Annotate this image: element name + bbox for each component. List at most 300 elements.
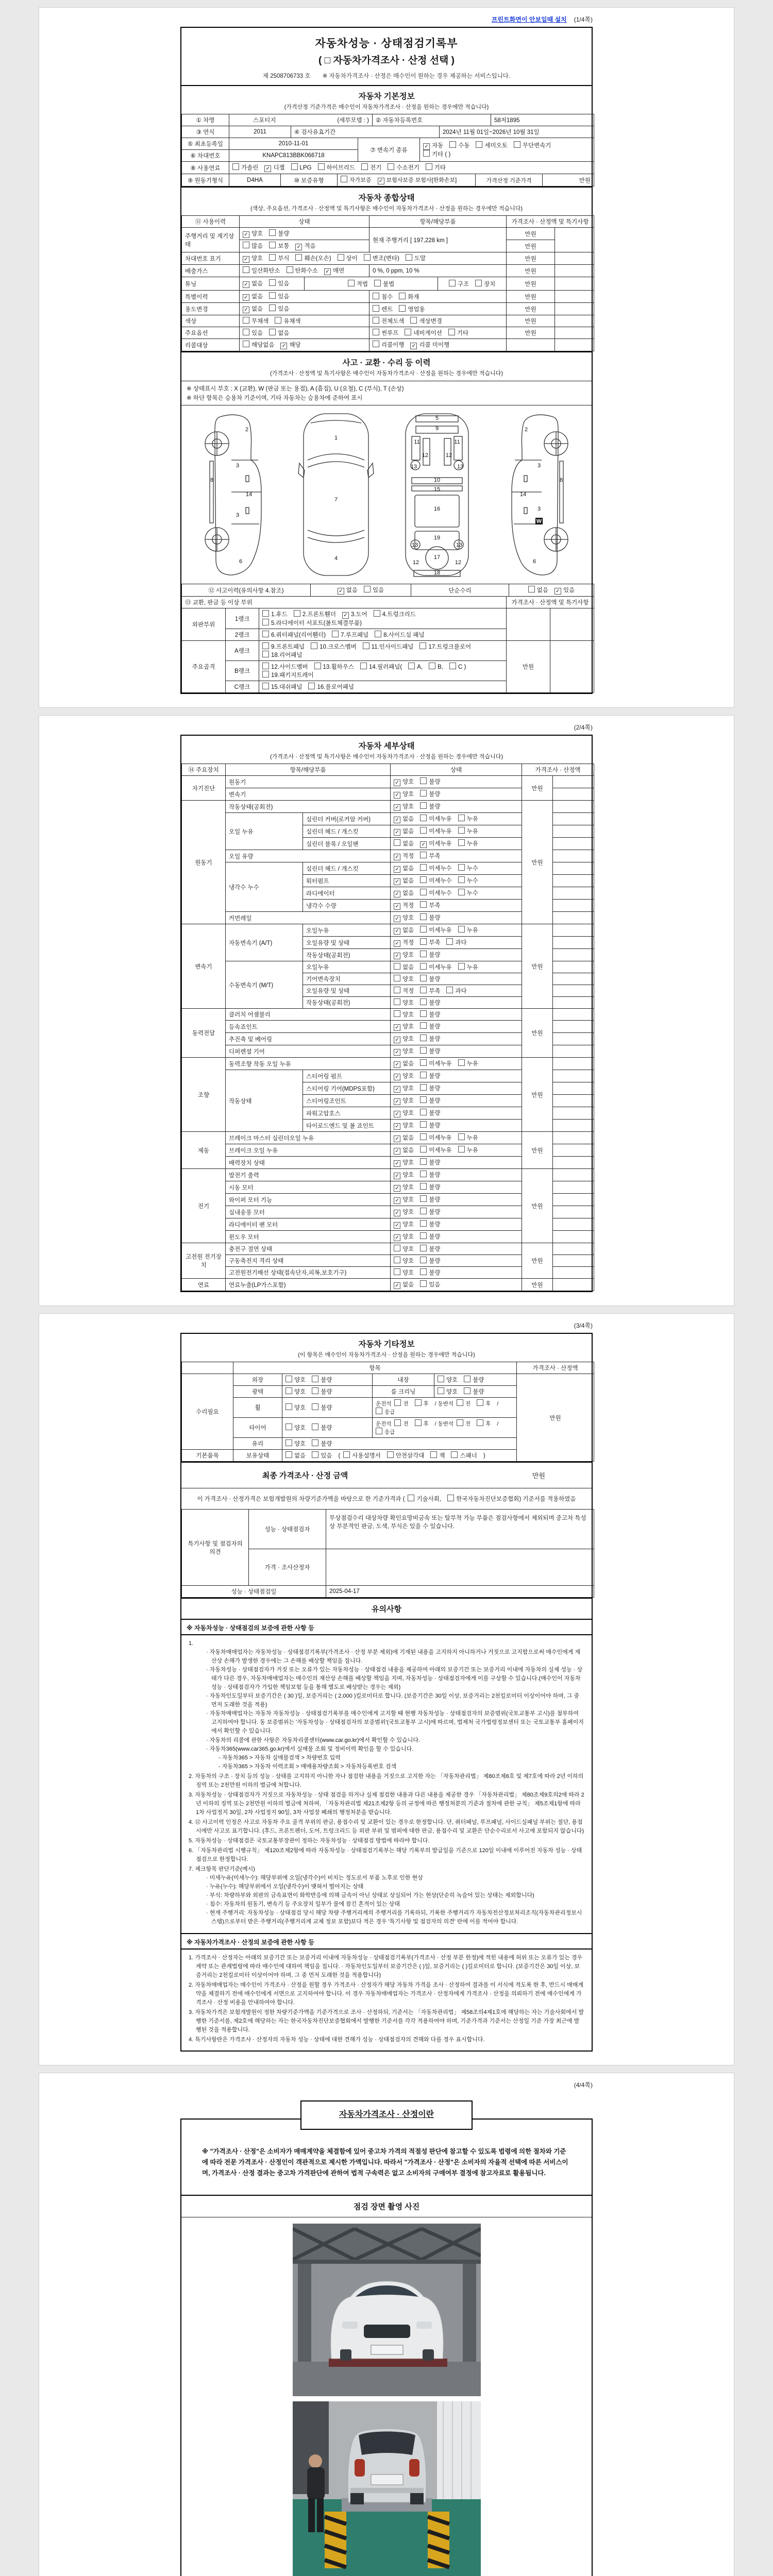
- checkbox-icon[interactable]: [373, 341, 379, 347]
- checkbox-option: [262, 663, 308, 671]
- checkbox-icon[interactable]: [394, 975, 400, 981]
- price-value-cell: [553, 1231, 594, 1243]
- checkbox-icon[interactable]: [420, 913, 427, 920]
- checkbox-icon[interactable]: [449, 663, 456, 669]
- checkbox-icon[interactable]: [420, 1022, 427, 1029]
- checkbox-icon[interactable]: [457, 1399, 463, 1406]
- checkbox-option: [394, 975, 414, 983]
- diagram-part-number: 12: [445, 452, 452, 459]
- checkbox-icon[interactable]: [295, 254, 302, 261]
- checkbox-icon[interactable]: [464, 1387, 470, 1394]
- checkbox-icon[interactable]: [554, 588, 561, 595]
- detail-row: [182, 1009, 594, 1021]
- checkbox-option: [394, 1220, 414, 1229]
- checkbox-icon[interactable]: [394, 891, 400, 897]
- detail-row: [182, 1169, 594, 1181]
- item-label: 스티어링조인트: [303, 1095, 391, 1107]
- checkbox-icon[interactable]: [420, 1133, 427, 1140]
- checkbox-icon[interactable]: [318, 163, 325, 170]
- checkbox-icon[interactable]: [420, 790, 427, 796]
- checkbox-icon[interactable]: [420, 841, 427, 848]
- checkbox-icon[interactable]: [262, 619, 269, 625]
- checkbox-icon[interactable]: [394, 817, 400, 823]
- checkbox-option: [294, 610, 336, 618]
- item-label: 고전원전기배선 상태(접속단자,피복,보호기구): [226, 1267, 391, 1279]
- checkbox-icon[interactable]: [477, 1399, 483, 1406]
- checkbox-icon[interactable]: [420, 802, 427, 809]
- checkbox-icon[interactable]: [338, 254, 344, 261]
- checkbox-icon[interactable]: [243, 341, 249, 347]
- checkbox-label: 기타 ( ): [432, 151, 451, 158]
- checkbox-icon[interactable]: [295, 244, 302, 250]
- notice-line: · 부식: 차량하부와 외판의 금속표면이 화학반응에 의해 금속이 아닌 상태로 상실되어 가는 현상(단순히 녹슬어 있는 상태는 제외합니다): [206, 1892, 534, 1899]
- checkbox-icon[interactable]: [448, 329, 455, 335]
- price-unit-cell: 만원: [507, 641, 550, 693]
- section-title: 자동차 종합상태: [358, 194, 415, 202]
- checkbox-icon[interactable]: [458, 963, 465, 970]
- checkbox-icon[interactable]: [394, 1222, 400, 1229]
- checkbox-label: 불량: [429, 1258, 441, 1264]
- checkbox-option: [394, 1183, 414, 1192]
- checkbox-icon[interactable]: [420, 1208, 427, 1214]
- checkbox-icon[interactable]: [420, 1245, 427, 1251]
- checkbox-icon[interactable]: [420, 1084, 427, 1091]
- checkbox-icon[interactable]: [394, 1173, 400, 1179]
- checkbox-label: A,: [417, 664, 423, 670]
- detail-row: [182, 801, 594, 813]
- checkbox-icon[interactable]: [373, 317, 379, 324]
- checkbox-icon[interactable]: [338, 588, 344, 595]
- checkbox-icon[interactable]: [475, 280, 482, 286]
- checkbox-icon[interactable]: [420, 1121, 427, 1128]
- checkbox-icon[interactable]: [264, 165, 271, 172]
- final-price-unit: 만원: [532, 1472, 545, 1480]
- checkbox-option: [420, 864, 451, 872]
- checkbox-icon[interactable]: [446, 987, 453, 993]
- checkbox-option: [348, 280, 368, 288]
- checkbox-icon[interactable]: [447, 1495, 454, 1501]
- checkbox-icon[interactable]: [408, 1495, 414, 1501]
- checkbox-icon[interactable]: [419, 642, 426, 649]
- status-options: [391, 1058, 522, 1070]
- checkbox-icon[interactable]: [291, 163, 298, 170]
- checkbox-icon[interactable]: [285, 1439, 292, 1446]
- checkbox-icon[interactable]: [415, 1419, 422, 1426]
- checkbox-icon[interactable]: [446, 938, 453, 945]
- checkbox-icon[interactable]: [312, 1387, 318, 1394]
- checkbox-icon[interactable]: [420, 852, 427, 858]
- checkbox-label: 없음: [402, 866, 414, 872]
- checkbox-option: [394, 1035, 414, 1043]
- checkbox-icon[interactable]: [312, 1451, 318, 1458]
- checkbox-icon[interactable]: [285, 1451, 292, 1458]
- checkbox-icon[interactable]: [458, 864, 465, 871]
- item-label: 작동상태(공회전): [226, 801, 391, 813]
- checkbox-icon[interactable]: [287, 266, 293, 273]
- checkbox-icon[interactable]: [458, 827, 465, 834]
- checkbox-icon[interactable]: [420, 926, 427, 933]
- checkbox-icon[interactable]: [394, 1399, 401, 1406]
- checkbox-icon[interactable]: [262, 651, 269, 657]
- checkbox-icon[interactable]: [394, 1136, 400, 1142]
- checkbox-icon[interactable]: [394, 1037, 400, 1043]
- checkbox-icon[interactable]: [332, 631, 339, 637]
- checkbox-icon[interactable]: [394, 804, 400, 811]
- checkbox-option: [458, 876, 478, 885]
- checkbox-icon[interactable]: [243, 317, 249, 324]
- checkbox-icon[interactable]: [451, 1451, 458, 1458]
- checkbox-label: 구조: [457, 281, 469, 287]
- checkbox-icon[interactable]: [394, 1111, 400, 1117]
- checkbox-label: 보통: [278, 243, 290, 249]
- checkbox-icon[interactable]: [262, 610, 269, 617]
- checkbox-icon[interactable]: [408, 663, 415, 669]
- inspection-photo-rear: [293, 2401, 481, 2576]
- checkbox-icon[interactable]: [420, 1109, 427, 1115]
- checkbox-icon[interactable]: [464, 1376, 470, 1382]
- checkbox-icon[interactable]: [394, 1049, 400, 1056]
- checkbox-label: 렌트: [381, 306, 393, 313]
- checkbox-icon[interactable]: [312, 1423, 318, 1430]
- checkbox-icon[interactable]: [438, 1376, 444, 1382]
- checkbox-label: 양호: [294, 1389, 306, 1395]
- checkbox-icon[interactable]: [420, 1047, 427, 1054]
- checkbox-icon[interactable]: [458, 926, 465, 933]
- checkbox-icon[interactable]: [420, 777, 427, 784]
- checkbox-icon[interactable]: [394, 1245, 400, 1251]
- checkbox-icon[interactable]: [343, 1451, 350, 1458]
- checkbox-icon[interactable]: [420, 1220, 427, 1227]
- checkbox-label: 없음: [402, 1061, 414, 1067]
- checkbox-icon[interactable]: [394, 1160, 400, 1167]
- checkbox-icon[interactable]: [394, 1074, 400, 1080]
- checkbox-icon[interactable]: [394, 878, 400, 885]
- device-group-label: 전기: [182, 1169, 226, 1243]
- checkbox-option: [464, 1387, 484, 1396]
- checkbox-icon[interactable]: [420, 815, 427, 821]
- notice-line: · 자동차인도일부터 보증기간은 ( 30 )일, 보증거리는 ( 2,000 )킬로미터로 합니다. (보증기간은 30일 이상, 보증거리는 2천킬로미터 이상이어야 하며, 그 중 먼저 도래한 것을 적용): [206, 1693, 580, 1708]
- checkbox-icon[interactable]: [430, 1451, 437, 1458]
- final-price-label: 최종 가격조사 · 산정 금액: [262, 1471, 348, 1480]
- checkbox-icon[interactable]: [420, 998, 427, 1005]
- checkbox-icon[interactable]: [420, 889, 427, 895]
- checkbox-option: [285, 1451, 306, 1460]
- checkbox-icon[interactable]: [420, 1158, 427, 1165]
- checkbox-icon[interactable]: [232, 163, 239, 170]
- checkbox-label: 양호: [402, 1036, 414, 1042]
- detail-row: [182, 1279, 594, 1291]
- checkbox-icon[interactable]: [348, 280, 355, 286]
- checkbox-icon[interactable]: [285, 1387, 292, 1394]
- checkbox-icon[interactable]: [420, 1195, 427, 1202]
- checkbox-label: 전기: [370, 165, 382, 171]
- diagram-part-number: 13: [456, 542, 463, 548]
- checkbox-icon[interactable]: [420, 1268, 427, 1275]
- checkbox-option: [285, 1376, 306, 1384]
- checkbox-icon[interactable]: [420, 938, 427, 945]
- checkbox-icon[interactable]: [269, 229, 276, 236]
- checkbox-icon[interactable]: [394, 1098, 400, 1105]
- checkbox-icon[interactable]: [269, 254, 276, 261]
- checkbox-icon[interactable]: [294, 610, 300, 617]
- checkbox-icon[interactable]: [477, 1419, 483, 1426]
- checkbox-icon[interactable]: [269, 304, 276, 311]
- checkbox-icon[interactable]: [394, 1185, 400, 1192]
- checkbox-icon[interactable]: [514, 141, 520, 148]
- checkbox-label: 과다: [455, 988, 467, 994]
- checkbox-icon[interactable]: [399, 305, 406, 312]
- checkbox-icon[interactable]: [394, 792, 400, 799]
- checkbox-option: [394, 1022, 414, 1031]
- checkbox-icon[interactable]: [308, 683, 315, 689]
- checkbox-icon[interactable]: [458, 1059, 465, 1066]
- checkbox-label: 기타: [457, 330, 469, 336]
- checkbox-icon[interactable]: [373, 293, 379, 299]
- checkbox-icon[interactable]: [394, 1148, 400, 1155]
- checkbox-icon[interactable]: [410, 317, 417, 324]
- checkbox-icon[interactable]: [243, 266, 249, 273]
- checkbox-icon[interactable]: [458, 1133, 465, 1140]
- checkbox-icon[interactable]: [399, 293, 406, 299]
- checkbox-option: [420, 1121, 440, 1129]
- checkbox-icon[interactable]: [243, 281, 249, 288]
- checkbox-option: [410, 341, 449, 349]
- checkbox-icon[interactable]: [243, 307, 249, 313]
- checkbox-icon[interactable]: [410, 343, 417, 349]
- checkbox-icon[interactable]: [458, 876, 465, 883]
- checkbox-icon[interactable]: [280, 343, 287, 349]
- checkbox-icon[interactable]: [394, 940, 400, 947]
- checkbox-icon[interactable]: [394, 1086, 400, 1093]
- checkbox-icon[interactable]: [373, 305, 379, 312]
- checkbox-icon[interactable]: [394, 1010, 400, 1017]
- checkbox-icon[interactable]: [311, 642, 317, 649]
- checkbox-icon[interactable]: [394, 1024, 400, 1031]
- checkbox-icon[interactable]: [360, 663, 367, 669]
- checkbox-option: [243, 317, 268, 325]
- checkbox-icon[interactable]: [420, 1171, 427, 1177]
- row-usage-change: 용도변경 ✓ 없음 있음 렌트 영업용 만원: [182, 303, 594, 315]
- price-value-cell: [553, 1095, 594, 1107]
- checkbox-icon[interactable]: [420, 1096, 427, 1103]
- checkbox-icon[interactable]: [285, 1376, 292, 1382]
- checkbox-label: 변조(변타): [372, 256, 399, 262]
- checkbox-icon[interactable]: [394, 928, 400, 935]
- checkbox-icon[interactable]: [394, 839, 400, 846]
- checkbox-label: 부족: [429, 988, 441, 994]
- checkbox-icon[interactable]: [528, 586, 535, 592]
- checkbox-icon[interactable]: [363, 642, 369, 649]
- checkbox-icon[interactable]: [243, 294, 249, 301]
- checkbox-icon[interactable]: [243, 329, 249, 335]
- checkbox-icon[interactable]: [394, 998, 400, 1005]
- item-label: 오일유량 및 상태: [303, 937, 391, 949]
- checkbox-icon[interactable]: [387, 1451, 394, 1458]
- checkbox-label: 미세누유: [429, 964, 452, 971]
- notice-line: 7. 체크항목 판단기준(예시): [189, 1866, 255, 1873]
- checkbox-icon[interactable]: [420, 1072, 427, 1078]
- checkbox-icon[interactable]: [373, 329, 379, 335]
- checkbox-icon[interactable]: [243, 256, 249, 263]
- checkbox-icon[interactable]: [394, 1268, 400, 1275]
- checkbox-icon[interactable]: [420, 1183, 427, 1190]
- field-inspection-date: 성능 · 상태점검일: [182, 1586, 326, 1598]
- checkbox-option: [458, 827, 478, 835]
- checkbox-option: [394, 1010, 414, 1019]
- checkbox-icon[interactable]: [406, 254, 412, 261]
- checkbox-label: 양호: [446, 1377, 458, 1383]
- checkbox-icon[interactable]: [312, 1403, 318, 1410]
- item-label: 커먼레일: [226, 912, 391, 924]
- checkbox-icon[interactable]: [341, 176, 347, 182]
- checkbox-label: 양호: [402, 1098, 414, 1104]
- status-options: [391, 1194, 522, 1206]
- checkbox-icon[interactable]: [262, 642, 269, 649]
- checkbox-icon[interactable]: [420, 963, 427, 970]
- checkbox-label: 불량: [429, 1098, 441, 1104]
- section-subtitle: (이 항목은 매수인이 자동차가격조사 · 산정을 원하는 경우에만 적습니다): [298, 1352, 475, 1358]
- checkbox-icon[interactable]: [449, 280, 456, 286]
- checkbox-icon[interactable]: [275, 317, 281, 324]
- field-inspection-period: ④ 검사유효기간: [291, 126, 440, 138]
- status-options: [391, 801, 522, 813]
- checkbox-icon[interactable]: [269, 279, 276, 286]
- checkbox-icon[interactable]: [394, 963, 400, 970]
- checkbox-icon[interactable]: [420, 864, 427, 871]
- checkbox-label: 불량: [429, 1222, 441, 1228]
- checkbox-icon[interactable]: [420, 1035, 427, 1041]
- checkbox-icon[interactable]: [269, 242, 276, 248]
- checkbox-option: [243, 341, 274, 349]
- checkbox-icon[interactable]: [458, 815, 465, 821]
- checkbox-icon[interactable]: [394, 1257, 400, 1263]
- checkbox-icon[interactable]: [314, 663, 321, 669]
- checkbox-icon[interactable]: [423, 143, 430, 150]
- checkbox-option: [280, 341, 300, 349]
- checkbox-icon[interactable]: [374, 280, 381, 286]
- diagram-part-number: 7: [334, 497, 338, 503]
- checkbox-icon[interactable]: [420, 975, 427, 981]
- checkbox-option: [449, 141, 469, 149]
- checkbox-icon[interactable]: [262, 671, 269, 677]
- checkbox-icon[interactable]: [361, 163, 368, 170]
- checkbox-icon[interactable]: [420, 901, 427, 908]
- checkbox-icon[interactable]: [374, 610, 380, 617]
- checkbox-icon[interactable]: [420, 951, 427, 957]
- item-label: 워터펌프: [303, 875, 391, 887]
- checkbox-icon[interactable]: [420, 1280, 427, 1287]
- price-value-cell: [553, 1120, 594, 1132]
- checkbox-icon[interactable]: [394, 953, 400, 959]
- checkbox-icon[interactable]: [420, 987, 427, 993]
- checkbox-icon[interactable]: [262, 631, 269, 637]
- checkbox-icon[interactable]: [394, 854, 400, 860]
- checkbox-icon[interactable]: [394, 1197, 400, 1204]
- checkbox-icon[interactable]: [394, 1123, 400, 1130]
- diagram-part-number: 8: [210, 477, 214, 483]
- checkbox-icon[interactable]: [262, 683, 269, 689]
- checkbox-label: 19.패키지트레이: [271, 672, 314, 679]
- checkbox-icon[interactable]: [243, 242, 249, 248]
- checkbox-icon[interactable]: [458, 839, 465, 846]
- checkbox-label: 불량: [429, 1048, 441, 1055]
- checkbox-icon[interactable]: [312, 1439, 318, 1446]
- checkbox-icon[interactable]: [376, 1408, 382, 1414]
- checkbox-icon[interactable]: [375, 631, 381, 637]
- checkbox-option: [262, 651, 302, 659]
- checkbox-icon[interactable]: [378, 178, 384, 184]
- checkbox-icon[interactable]: [269, 329, 276, 335]
- checkbox-icon[interactable]: [458, 1146, 465, 1153]
- checkbox-icon[interactable]: [420, 1059, 427, 1066]
- checkbox-icon[interactable]: [405, 329, 411, 335]
- checkbox-icon[interactable]: [394, 866, 400, 873]
- value-model-year: 2011: [229, 126, 291, 138]
- checkbox-icon[interactable]: [269, 292, 276, 299]
- checkbox-icon[interactable]: [394, 1061, 400, 1068]
- overall-condition-table: ⑪ 사용이력 상태 항목/해당부품 가격조사 · 산정액 및 특기사항 주행거리 및 계기상태 ✓양호 불량 현재 주행거리 [ 197,228 km ] 만원 많음 보통 ✓ 적음 만원 차대번호 표기 ✓ 양호 부식 훼손(오손) 상이 변조(변타) 도말 만원 배출가스 일산화탄소 탄화수소 ✓ 매연 0 %, 0 ppm, 10 % 만원 튜닝 ✓ 없음 있음 적법 불법 구조 장치 만원 특별이력 ✓ 없음 있음 침수 화재 만원 용도변경 ✓ 없음 있음 렌트 영업용 만원 색상 무채색 유채색 전체도색 색상변경 만원 주요옵션 있음 없음 썬루프 네비게이션 기타 만원 리콜대상 해당없음 ✓ 해당 리콜이행 ✓ 리콜 미이행: [181, 215, 594, 351]
- diagram-part-number: 18: [433, 570, 441, 576]
- checkbox-icon[interactable]: [262, 663, 269, 669]
- checkbox-icon[interactable]: [376, 1428, 382, 1434]
- item-parent-label: 자동변속기 (A/T): [226, 924, 303, 961]
- checkbox-label: 양호: [402, 1270, 414, 1276]
- checkbox-icon[interactable]: [449, 141, 456, 148]
- checkbox-icon[interactable]: [420, 1010, 427, 1017]
- item-label: 배력장치 상태: [226, 1157, 391, 1169]
- checkbox-icon[interactable]: [420, 876, 427, 883]
- checkbox-icon[interactable]: [426, 163, 432, 170]
- checkbox-option: [405, 329, 442, 337]
- checkbox-icon[interactable]: [457, 1419, 463, 1426]
- checkbox-icon[interactable]: [394, 916, 400, 922]
- checkbox-icon[interactable]: [423, 150, 430, 157]
- checkbox-icon[interactable]: [429, 663, 435, 669]
- checkbox-icon[interactable]: [394, 779, 400, 786]
- checkbox-option: [420, 1084, 440, 1092]
- print-help-link[interactable]: 프린트화면이 안보일때 설치: [491, 16, 567, 23]
- checkbox-icon[interactable]: [415, 1399, 422, 1406]
- checkbox-icon[interactable]: [388, 163, 394, 170]
- checkbox-icon[interactable]: [394, 829, 400, 836]
- checkbox-icon[interactable]: [394, 1210, 400, 1216]
- checkbox-icon[interactable]: [420, 827, 427, 834]
- checkbox-icon[interactable]: [420, 1146, 427, 1153]
- checkbox-label: 9.프론트패널: [271, 644, 305, 650]
- checkbox-label: 불량: [429, 952, 441, 958]
- item-label: 동력조향 작동 오일 누유: [226, 1058, 391, 1070]
- checkbox-icon[interactable]: [438, 1387, 444, 1394]
- checkbox-icon[interactable]: [394, 903, 400, 910]
- checkbox-icon[interactable]: [394, 1234, 400, 1241]
- checkbox-icon[interactable]: [394, 1419, 401, 1426]
- checkbox-icon[interactable]: [476, 141, 482, 148]
- checkbox-icon[interactable]: [420, 1232, 427, 1239]
- checkbox-icon[interactable]: [324, 268, 331, 275]
- checkbox-icon[interactable]: [312, 1376, 318, 1382]
- checkbox-icon[interactable]: [420, 1257, 427, 1263]
- checkbox-icon[interactable]: [285, 1423, 292, 1430]
- checkbox-label: 자동: [432, 143, 444, 149]
- checkbox-icon[interactable]: [394, 987, 400, 993]
- checkbox-icon[interactable]: [458, 889, 465, 895]
- checkbox-icon[interactable]: [364, 586, 371, 592]
- checkbox-icon[interactable]: [243, 231, 249, 238]
- checkbox-icon[interactable]: [285, 1403, 292, 1410]
- checkbox-icon[interactable]: [364, 254, 371, 261]
- checkbox-icon[interactable]: [342, 612, 349, 619]
- checkbox-icon[interactable]: [394, 1282, 400, 1289]
